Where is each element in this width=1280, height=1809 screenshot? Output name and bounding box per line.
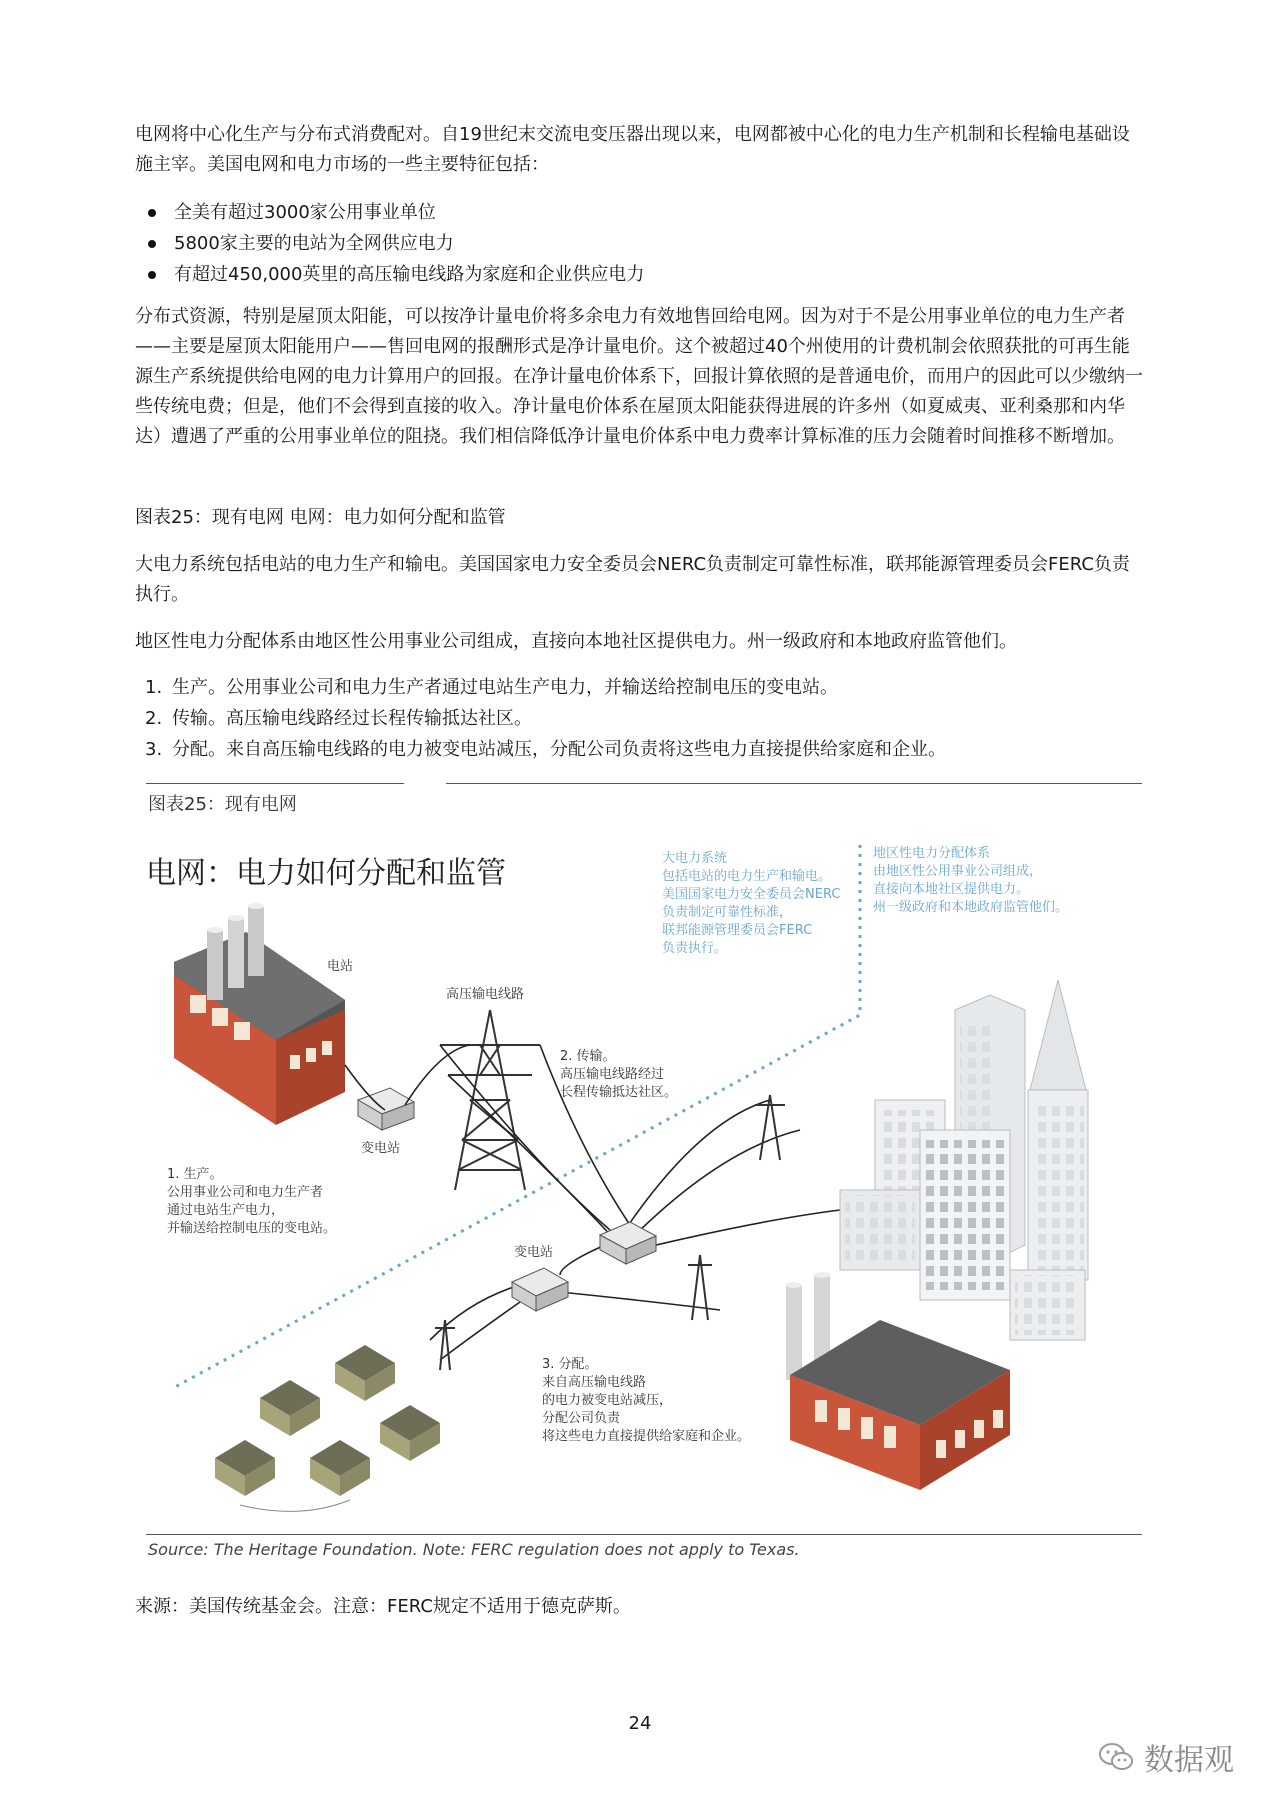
svg-text:联邦能源管理委员会FERC: 联邦能源管理委员会FERC — [662, 923, 813, 938]
substation-1-illustration — [358, 1088, 414, 1130]
watermark-text: 数据观 — [1144, 1743, 1234, 1778]
local-distribution-note — [873, 845, 1068, 915]
step-1-line: 公用事业公司和电力生产者 — [167, 1185, 324, 1200]
step-2-line: 长程传输抵达社区。 — [560, 1085, 678, 1100]
svg-text:包括电站的电力生产和输电。: 包括电站的电力生产和输电。 — [662, 869, 832, 884]
step-2-line: 2. 传输。 — [560, 1049, 616, 1064]
numbered-item: 2. 传输。高压输电线路经过长程传输抵达社区。 — [145, 708, 532, 729]
numbered-item: 3. 分配。来自高压输电线路的电力被变电站减压，分配公司负责将这些电力直接提供给家庭和企业。 — [145, 739, 946, 760]
bullet-item: 全美有超过3000家公用事业单位 — [148, 197, 1148, 228]
bulk-text: 大电力系统包括电站的电力生产和输电。美国国家电力安全委员会NERC负责制定可靠性标准，联邦能源管理委员会FERC负责执行。 — [135, 554, 1130, 605]
step-3-line: 来自高压输电线路 — [542, 1375, 647, 1390]
step-1-line: 1. 生产。 — [167, 1167, 223, 1182]
step-2-line: 高压输电线路经过 — [560, 1067, 665, 1082]
local-text: 地区性电力分配体系由地区性公用事业公司组成，直接向本地社区提供电力。州一级政府和本地政府监管他们。 — [135, 631, 1017, 652]
svg-text:州一级政府和本地政府监管他们。: 州一级政府和本地政府监管他们。 — [873, 900, 1069, 915]
step-3-line: 的电力被变电站减压， — [542, 1393, 673, 1408]
hv-tower-illustration — [440, 1010, 540, 1190]
source-rule — [146, 1534, 1142, 1535]
step-3-line: 3. 分配。 — [542, 1357, 598, 1372]
source-note-english: Source: The Heritage Foundation. Note: FERC regulation does not apply to Texas. — [148, 1540, 800, 1559]
chart-reference-text: 图表25：现有电网 电网：电力如何分配和监管 — [135, 507, 506, 528]
factory-illustration — [786, 1272, 1010, 1490]
source-note-chinese: 来源：美国传统基金会。注意：FERC规定不适用于德克萨斯。 — [135, 1596, 631, 1617]
step-3-line: 将这些电力直接提供给家庭和企业。 — [542, 1429, 751, 1444]
step-3-line: 分配公司负责 — [542, 1411, 621, 1426]
numbered-item: 1. 生产。公用事业公司和电力生产者通过电站生产电力，并输送给控制电压的变电站。 — [145, 677, 838, 698]
wechat-icon — [1098, 1742, 1134, 1772]
city-buildings-illustration — [840, 980, 1088, 1340]
svg-text:美国国家电力安全委员会NERC: 美国国家电力安全委员会NERC — [662, 887, 841, 902]
power-plant-illustration — [174, 903, 345, 1125]
label-substation-2: 变电站 — [514, 1245, 554, 1260]
bullet-item: 有超过450,000英里的高压输电线路为家庭和企业供应电力 — [148, 259, 1148, 290]
svg-text:地区性电力分配体系: 地区性电力分配体系 — [873, 846, 991, 861]
figure-caption: 图表25：现有电网 — [148, 794, 297, 815]
step-1-line: 通过电站生产电力， — [167, 1203, 285, 1218]
svg-text:由地区性公用事业公司组成，: 由地区性公用事业公司组成， — [873, 864, 1043, 879]
label-power-plant: 电站 — [327, 959, 354, 974]
figure-title: 电网：电力如何分配和监管 — [146, 856, 506, 891]
intro-text: 电网将中心化生产与分布式消费配对。自19世纪末交流电变压器出现以来，电网都被中心化的电力生产机制和长程输电基础设施主宰。美国电网和电力市场的一些主要特征包括： — [135, 124, 1130, 175]
bullet-item: 5800家主要的电站为全网供应电力 — [148, 228, 1148, 259]
bulk-power-system-note — [662, 850, 840, 956]
page-number: 24 — [628, 1713, 652, 1734]
svg-text:大电力系统: 大电力系统 — [662, 851, 728, 866]
svg-text:直接向本地社区提供电力。: 直接向本地社区提供电力。 — [873, 882, 1030, 897]
label-substation-1: 变电站 — [361, 1141, 401, 1156]
svg-text:负责执行。: 负责执行。 — [662, 941, 728, 956]
svg-text:负责制定可靠性标准，: 负责制定可靠性标准， — [662, 905, 793, 920]
distributed-text: 分布式资源，特别是屋顶太阳能，可以按净计量电价将多余电力有效地售回给电网。因为对于不是公用事业单位的电力生产者——主要是屋顶太阳能用户——售回电网的报酬形式是净计量电价。这个被超过40个州使用的计费机制会依照获批的可再生能源生产系统提供给电网的电力计算用户的回报。在净计量电价体系下，回报计算依照的是普通电价，而用户的因此可以少缴纳一些传统电费；但是，他们不会得到直接的收入。净计量电价体系在屋顶太阳能获得进展的许多州（如夏威夷、亚利桑那和内华达）遭遇了严重的公用事业单位的阻挠。我们相信降低净计量电价体系中电力费率计算标准的压力会随着时间推移不断增加。 — [135, 306, 1143, 447]
step-1-line: 并输送给控制电压的变电站。 — [167, 1221, 337, 1236]
label-hv-line: 高压输电线路 — [446, 987, 525, 1002]
houses-illustration — [215, 1345, 440, 1511]
watermark — [1098, 1735, 1234, 1779]
